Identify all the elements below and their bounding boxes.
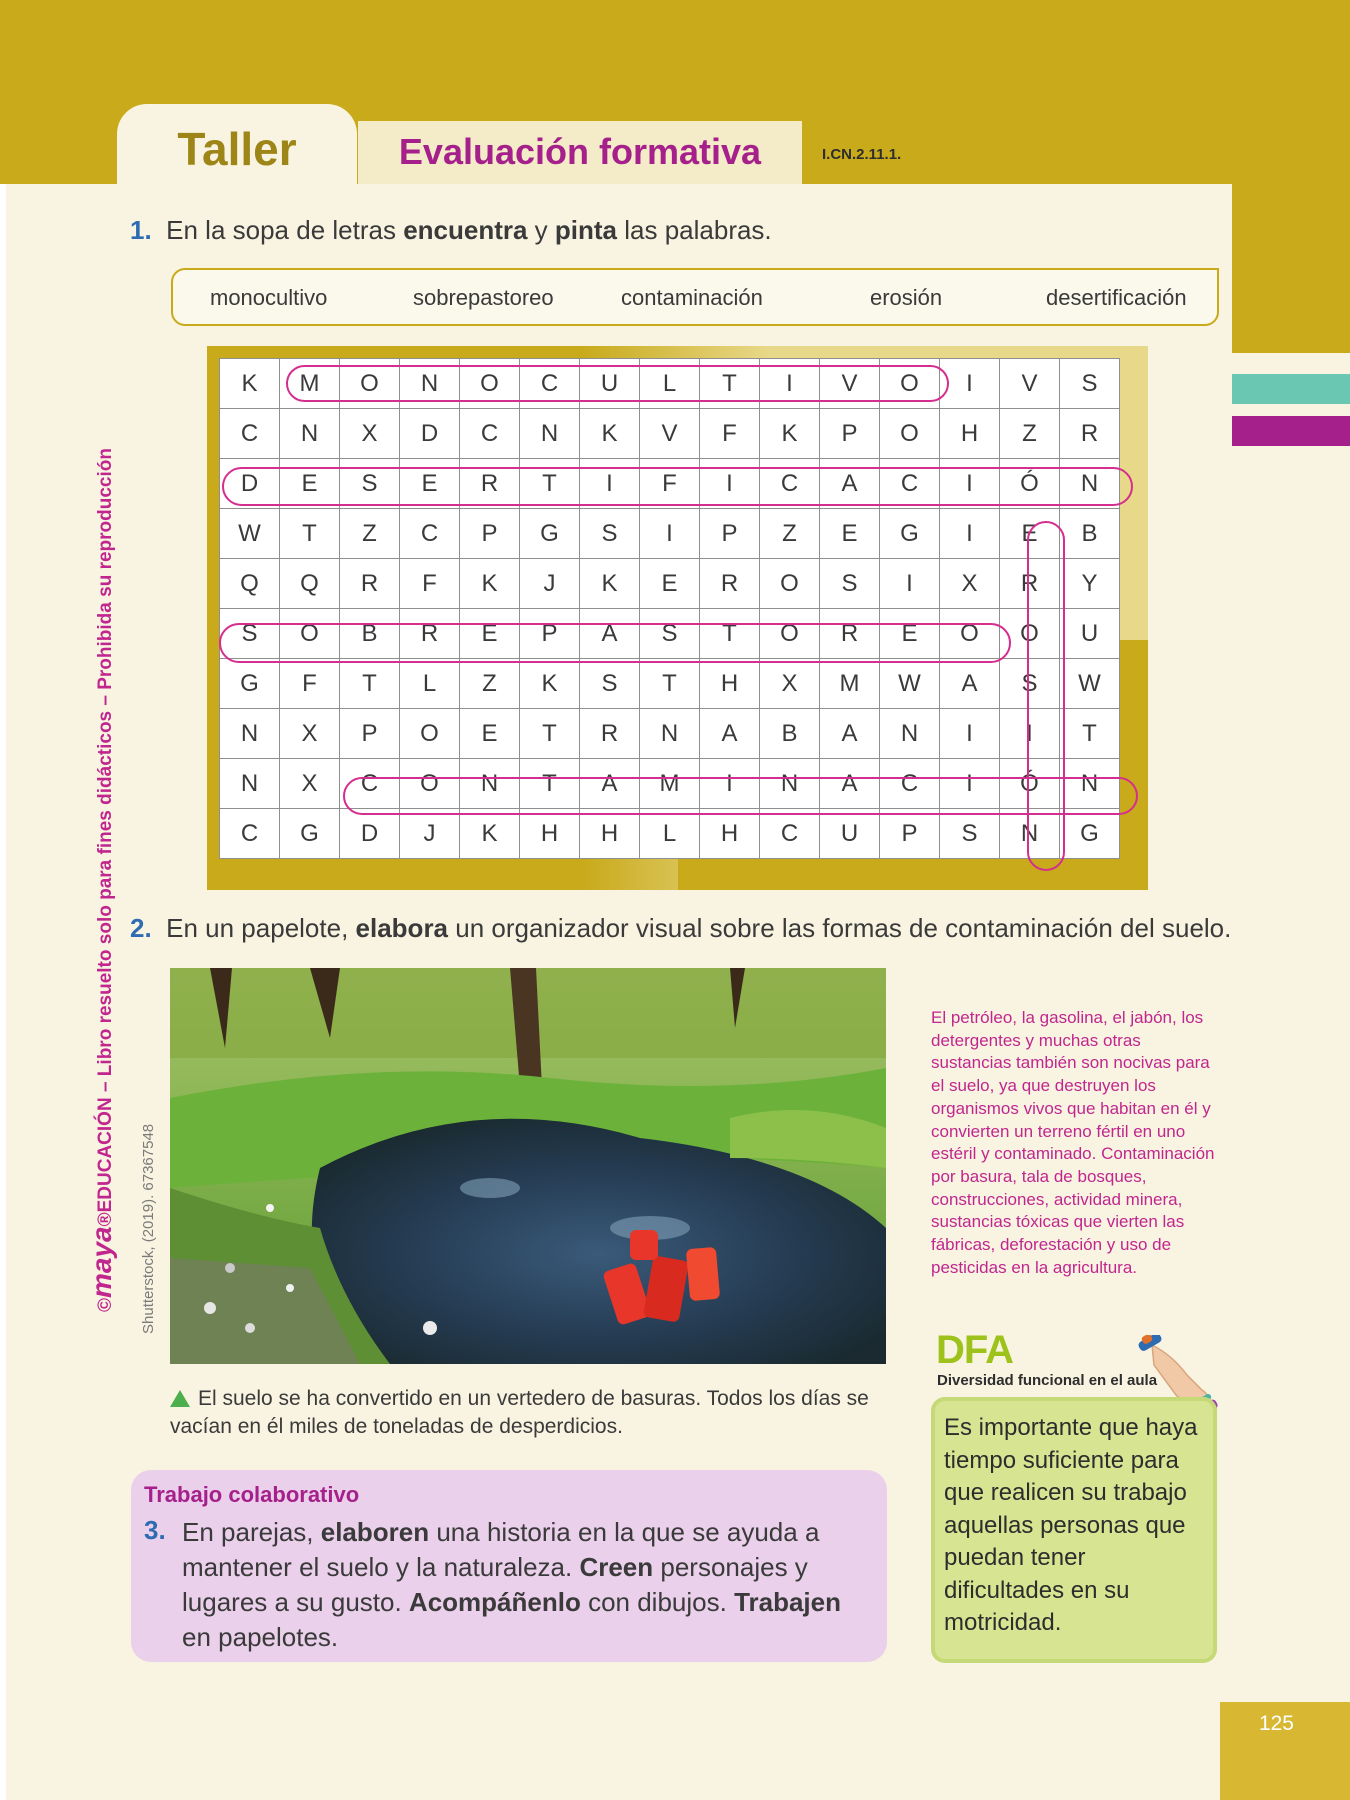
grid-cell[interactable]: X <box>280 759 340 809</box>
grid-cell[interactable]: O <box>280 609 340 659</box>
grid-cell[interactable]: N <box>1000 809 1060 859</box>
grid-cell[interactable]: B <box>1060 509 1120 559</box>
q1-text-1: encuentra <box>403 215 528 245</box>
found-word-ring-contaminacion[interactable] <box>343 777 1138 815</box>
grid-cell[interactable]: T <box>520 759 580 809</box>
grid-cell[interactable]: I <box>940 759 1000 809</box>
grid-cell[interactable]: C <box>460 409 520 459</box>
grid-cell[interactable]: N <box>1060 459 1120 509</box>
grid-cell[interactable]: W <box>220 509 280 559</box>
grid-cell[interactable]: K <box>760 409 820 459</box>
grid-cell[interactable]: I <box>940 709 1000 759</box>
grid-cell[interactable]: I <box>700 459 760 509</box>
grid-row <box>220 409 1120 459</box>
grid-cell[interactable]: I <box>940 509 1000 559</box>
grid-cell[interactable]: L <box>640 359 700 409</box>
dfa-text: Es importante que haya tiempo suficiente para que realicen su trabajo aquellas personas que puedan tener dificultades en su motricidad. <box>944 1414 1198 1636</box>
page-edge <box>0 184 6 1800</box>
grid-cell[interactable]: T <box>520 709 580 759</box>
question-1-number: 1. <box>130 215 152 245</box>
question-1 <box>130 215 772 246</box>
grid-cell[interactable]: T <box>640 659 700 709</box>
q3-text-1: elaboren <box>320 1517 430 1547</box>
grid-cell[interactable]: P <box>340 709 400 759</box>
grid-cell[interactable]: N <box>1060 759 1120 809</box>
grid-cell[interactable]: Z <box>460 659 520 709</box>
grid-cell[interactable]: V <box>640 409 700 459</box>
grid-cell[interactable]: N <box>520 409 580 459</box>
bookmark-tab-magenta[interactable] <box>1232 416 1350 446</box>
grid-cell[interactable]: A <box>820 759 880 809</box>
grid-cell[interactable]: I <box>940 359 1000 409</box>
grid-cell[interactable]: J <box>520 559 580 609</box>
grid-cell[interactable]: Ó <box>1000 459 1060 509</box>
grid-cell[interactable]: N <box>220 709 280 759</box>
grid-cell[interactable]: C <box>880 759 940 809</box>
grid-cell[interactable]: S <box>340 459 400 509</box>
q2-text-1: elabora <box>355 913 449 943</box>
grid-cell[interactable]: I <box>1000 709 1060 759</box>
grid-cell[interactable]: E <box>280 459 340 509</box>
grid-cell[interactable]: P <box>460 509 520 559</box>
grid-cell[interactable]: N <box>760 759 820 809</box>
grid-cell[interactable]: T <box>700 359 760 409</box>
brand-logo: maya <box>86 1226 117 1298</box>
found-word-ring-desertificacion[interactable] <box>222 467 1133 506</box>
grid-cell[interactable]: N <box>280 409 340 459</box>
grid-cell[interactable]: R <box>1000 559 1060 609</box>
grid-cell[interactable]: O <box>400 709 460 759</box>
grid-cell[interactable]: K <box>460 809 520 859</box>
found-word-ring-erosion[interactable] <box>1027 521 1065 871</box>
copyright-note: ©maya®EDUCACIÓN – Libro resuelto solo para fines didácticos – Prohibida su reproducción <box>86 448 117 1312</box>
grid-cell[interactable]: V <box>820 359 880 409</box>
grid-cell[interactable]: M <box>640 759 700 809</box>
q3-text-7: Trabajen <box>734 1587 841 1617</box>
grid-cell[interactable]: Q <box>280 559 340 609</box>
grid-cell[interactable]: C <box>220 409 280 459</box>
grid-cell[interactable]: F <box>400 559 460 609</box>
q3-text-2: una historia en la que se ayuda a mantener el suelo y la naturaleza. <box>182 1517 820 1582</box>
grid-cell[interactable]: H <box>700 809 760 859</box>
section-title: Evaluación formativa <box>398 131 762 172</box>
caption-triangle-icon <box>170 1390 190 1407</box>
grid-cell[interactable]: I <box>940 459 1000 509</box>
grid-row <box>220 709 1120 759</box>
grid-cell[interactable]: C <box>520 359 580 409</box>
grid-cell[interactable]: L <box>400 659 460 709</box>
grid-cell[interactable]: U <box>580 359 640 409</box>
grid-cell[interactable]: L <box>640 809 700 859</box>
q3-text-6: con dibujos. <box>580 1587 735 1617</box>
grid-cell[interactable]: H <box>520 809 580 859</box>
grid-cell[interactable]: E <box>1000 509 1060 559</box>
grid-cell[interactable]: I <box>700 759 760 809</box>
grid-cell[interactable]: X <box>340 409 400 459</box>
grid-cell[interactable]: E <box>460 609 520 659</box>
grid-cell[interactable]: C <box>340 759 400 809</box>
dfa-title: DFA <box>936 1328 1013 1372</box>
grid-cell[interactable]: Z <box>760 509 820 559</box>
grid-cell[interactable]: T <box>520 459 580 509</box>
grid-cell[interactable]: A <box>820 709 880 759</box>
grid-cell[interactable]: E <box>400 459 460 509</box>
grid-cell[interactable]: O <box>760 559 820 609</box>
grid-cell[interactable]: T <box>340 659 400 709</box>
question-2-number: 2. <box>130 913 152 943</box>
grid-cell[interactable]: T <box>700 609 760 659</box>
grid-cell[interactable]: A <box>580 759 640 809</box>
grid-row <box>220 559 1120 609</box>
word-item: sobrepastoreo <box>413 285 554 310</box>
grid-cell[interactable]: J <box>400 809 460 859</box>
grid-cell[interactable]: S <box>220 609 280 659</box>
grid-cell[interactable]: S <box>1060 359 1120 409</box>
grid-cell[interactable]: Y <box>1060 559 1120 609</box>
grid-cell[interactable]: C <box>880 459 940 509</box>
grid-row <box>220 809 1120 859</box>
q3-text-4: personajes y lugares a su gusto. <box>182 1552 808 1617</box>
question-2 <box>130 913 1231 944</box>
polluted-soil-photo <box>170 968 886 1364</box>
grid-cell[interactable]: W <box>1060 659 1120 709</box>
grid-cell[interactable]: A <box>820 459 880 509</box>
grid-cell[interactable]: O <box>400 759 460 809</box>
grid-cell[interactable]: H <box>700 659 760 709</box>
photo-credit: Shutterstock, (2019). 67367548 <box>140 1123 157 1334</box>
grid-cell[interactable]: F <box>700 409 760 459</box>
grid-cell[interactable]: G <box>1060 809 1120 859</box>
grid-cell[interactable]: K <box>460 559 520 609</box>
word-list-box <box>171 268 1219 326</box>
q1-text-4: las palabras. <box>617 215 772 245</box>
grid-cell[interactable]: O <box>460 359 520 409</box>
q3-text-3: Creen <box>579 1552 654 1582</box>
q2-text-2: un organizador visual sobre las formas de contaminación del suelo. <box>448 913 1232 943</box>
grid-cell[interactable]: P <box>700 509 760 559</box>
photo-caption <box>170 1385 890 1441</box>
grid-cell[interactable]: B <box>760 709 820 759</box>
right-band <box>1232 184 1350 353</box>
word-item: erosión <box>870 285 943 310</box>
grid-cell[interactable]: C <box>760 809 820 859</box>
grid-cell[interactable]: C <box>760 459 820 509</box>
grid-cell[interactable]: A <box>940 659 1000 709</box>
q3-text-0: En parejas, <box>182 1517 321 1547</box>
grid-cell[interactable]: S <box>580 659 640 709</box>
grid-cell[interactable]: T <box>1060 709 1120 759</box>
grid-cell[interactable]: M <box>280 359 340 409</box>
grid-cell[interactable]: S <box>940 809 1000 859</box>
q3-text-8: en papelotes. <box>182 1622 339 1652</box>
grid-cell[interactable]: H <box>940 409 1000 459</box>
grid-cell[interactable]: N <box>400 359 460 409</box>
grid-cell[interactable]: F <box>640 459 700 509</box>
grid-cell[interactable]: C <box>220 809 280 859</box>
grid-cell[interactable]: R <box>1060 409 1120 459</box>
grid-cell[interactable]: S <box>580 509 640 559</box>
grid-cell[interactable]: O <box>880 359 940 409</box>
q1-text-2: y <box>527 215 555 245</box>
grid-cell[interactable]: H <box>580 809 640 859</box>
grid-cell[interactable]: I <box>880 559 940 609</box>
bookmark-tab-teal[interactable] <box>1232 374 1350 404</box>
found-word-ring-sobrepastoreo[interactable] <box>219 623 1011 663</box>
grid-cell[interactable]: U <box>1060 609 1120 659</box>
grid-cell[interactable]: F <box>280 659 340 709</box>
grid-cell[interactable]: A <box>580 609 640 659</box>
grid-cell[interactable]: P <box>880 809 940 859</box>
copyright-text: EDUCACIÓN – Libro resuelto solo para fines didácticos – Prohibida su reproducción <box>95 448 116 1213</box>
grid-cell[interactable]: T <box>280 509 340 559</box>
grid-cell[interactable]: E <box>880 609 940 659</box>
grid-cell[interactable]: P <box>520 609 580 659</box>
taller-label: Taller <box>177 123 297 175</box>
grid-cell[interactable]: S <box>820 559 880 609</box>
q1-text-0: En la sopa de letras <box>166 215 404 245</box>
grid-cell[interactable]: N <box>220 759 280 809</box>
grid-cell[interactable]: I <box>760 359 820 409</box>
grid-cell[interactable]: W <box>880 659 940 709</box>
grid-cell[interactable]: R <box>820 609 880 659</box>
q3-text-5: Acompáñenlo <box>408 1587 581 1617</box>
grid-cell[interactable]: O <box>760 609 820 659</box>
grid-cell[interactable]: K <box>220 359 280 409</box>
grid-cell[interactable]: M <box>820 659 880 709</box>
grid-cell[interactable]: S <box>1000 659 1060 709</box>
grid-cell[interactable]: V <box>1000 359 1060 409</box>
grid-cell[interactable]: Z <box>1000 409 1060 459</box>
grid-cell[interactable]: E <box>460 709 520 759</box>
grid-cell[interactable]: E <box>640 559 700 609</box>
q1-text-3: pinta <box>554 215 618 245</box>
grid-cell[interactable]: K <box>580 409 640 459</box>
grid-cell[interactable]: R <box>340 559 400 609</box>
grid-cell[interactable]: U <box>820 809 880 859</box>
grid-row <box>220 659 1120 709</box>
grid-cell[interactable]: G <box>880 509 940 559</box>
word-item: desertificación <box>1046 285 1187 310</box>
dfa-subtitle: Diversidad funcional en el aula <box>937 1372 1158 1389</box>
collaborative-work-title: Trabajo colaborativo <box>144 1482 360 1507</box>
grid-cell[interactable]: X <box>760 659 820 709</box>
grid-cell[interactable]: O <box>1000 609 1060 659</box>
grid-cell[interactable]: E <box>820 509 880 559</box>
grid-cell[interactable]: R <box>700 559 760 609</box>
grid-cell[interactable]: D <box>400 409 460 459</box>
page-number: 125 <box>1258 1712 1294 1735</box>
grid-cell[interactable]: R <box>580 709 640 759</box>
grid-cell[interactable]: R <box>460 459 520 509</box>
grid-cell[interactable]: Ó <box>1000 759 1060 809</box>
grid-cell[interactable]: Z <box>340 509 400 559</box>
grid-cell[interactable]: G <box>520 509 580 559</box>
word-item: monocultivo <box>210 285 328 310</box>
grid-cell[interactable]: X <box>940 559 1000 609</box>
grid-cell[interactable]: N <box>640 709 700 759</box>
grid-cell[interactable]: G <box>280 809 340 859</box>
grid-cell[interactable]: X <box>280 709 340 759</box>
grid-row <box>220 509 1120 559</box>
grid-cell[interactable]: R <box>400 609 460 659</box>
grid-cell[interactable]: O <box>340 359 400 409</box>
grid-cell[interactable]: O <box>880 409 940 459</box>
grid-cell[interactable]: K <box>520 659 580 709</box>
grid-cell[interactable]: K <box>580 559 640 609</box>
side-text: El petróleo, la gasolina, el jabón, los detergentes y muchas otras sustancias también son nocivas para el suelo, ya que destruyen los organismos vivos que habitan en él y convierten un terreno fértil en uno estéril y contaminado. Contaminación por basura, tala de bosques, construcciones, actividad minera, sustancias tóxicas que vierten las fábricas, deforestación y uso de pesticidas en la agricultura. <box>931 1008 1215 1277</box>
question-3-text <box>182 1515 872 1655</box>
grid-cell[interactable]: C <box>400 509 460 559</box>
grid-cell[interactable]: O <box>940 609 1000 659</box>
grid-cell[interactable]: P <box>820 409 880 459</box>
caption-text: El suelo se ha convertido en un vertedero de basuras. Todos los días se vacían en él miles de toneladas de desperdicios. <box>170 1387 869 1438</box>
grid-cell[interactable]: B <box>340 609 400 659</box>
grid-cell[interactable]: G <box>220 659 280 709</box>
grid-cell[interactable]: Q <box>220 559 280 609</box>
grid-cell[interactable]: D <box>340 809 400 859</box>
found-word-ring-monocultivo[interactable] <box>286 365 949 402</box>
question-3-number: 3. <box>144 1515 166 1545</box>
word-item: contaminación <box>621 285 763 310</box>
grid-cell[interactable]: D <box>220 459 280 509</box>
grid-cell[interactable]: I <box>640 509 700 559</box>
grid-cell[interactable]: N <box>880 709 940 759</box>
q2-text-0: En un papelote, <box>166 913 356 943</box>
grid-cell[interactable]: N <box>460 759 520 809</box>
grid-cell[interactable]: S <box>640 609 700 659</box>
grid-cell[interactable]: A <box>700 709 760 759</box>
skill-code: I.CN.2.11.1. <box>822 146 902 163</box>
grid-cell[interactable]: I <box>580 459 640 509</box>
